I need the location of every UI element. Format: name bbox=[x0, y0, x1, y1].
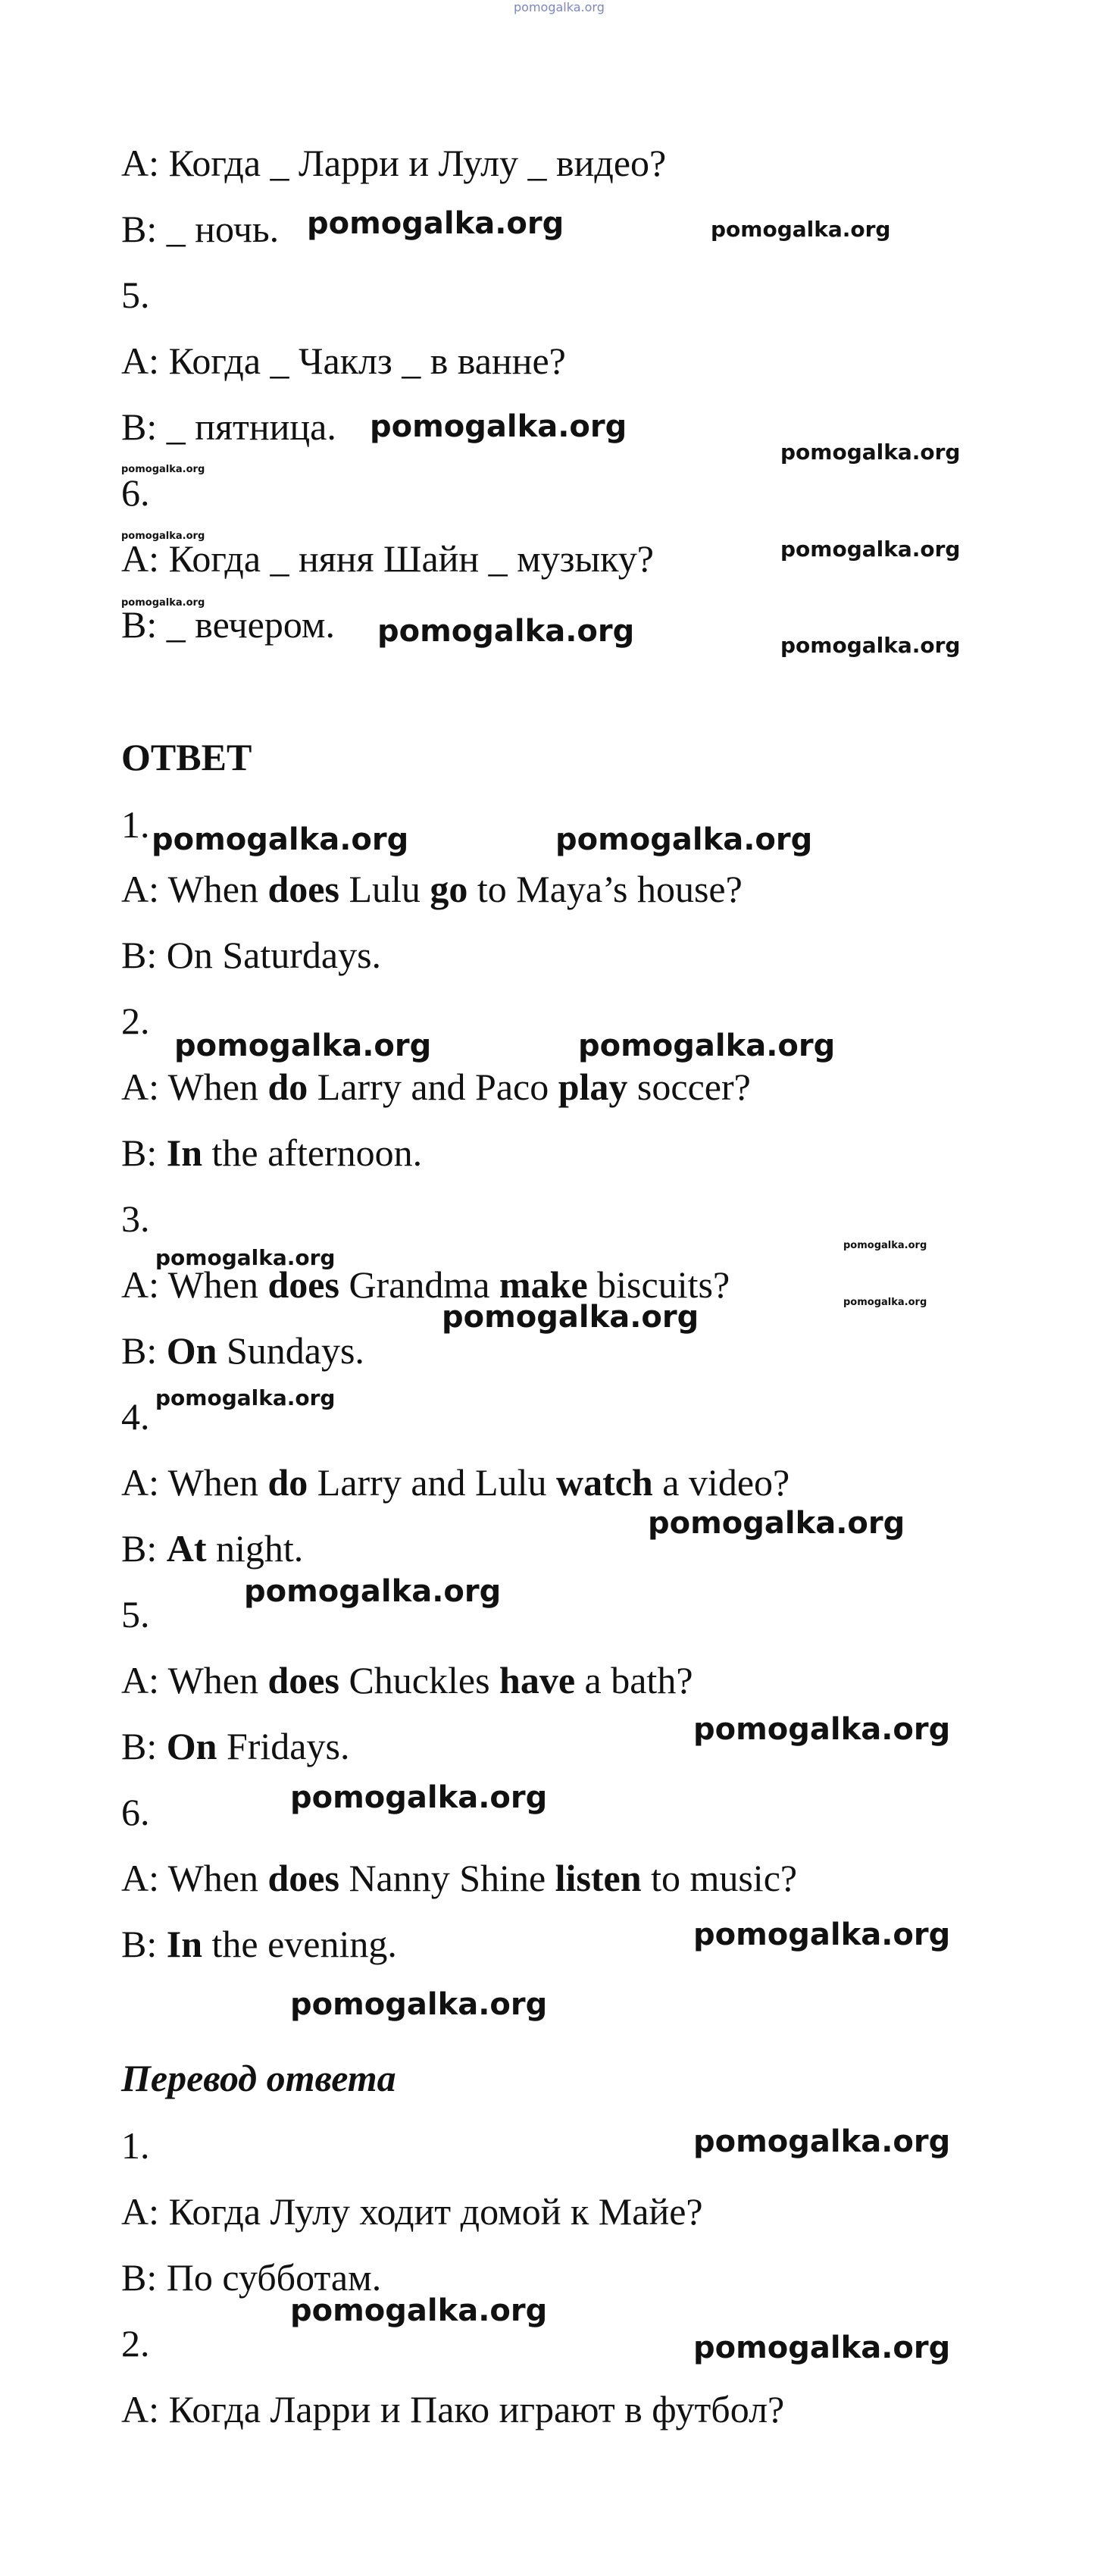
translation-heading: Перевод ответа bbox=[121, 2057, 396, 2099]
answer-number: 3. bbox=[121, 1197, 150, 1240]
answer-heading: ОТВЕТ bbox=[121, 736, 252, 778]
watermark: pomogalka.org bbox=[307, 206, 564, 241]
header-watermark: pomogalka.org bbox=[514, 0, 605, 14]
watermark: pomogalka.org bbox=[155, 1245, 336, 1270]
watermark: pomogalka.org bbox=[174, 1028, 432, 1063]
answer-reply: B: In the evening. bbox=[121, 1923, 397, 1965]
answer-reply: B: At night. bbox=[121, 1527, 304, 1570]
task-line: A: Когда _ Ларри и Лулу _ видео? bbox=[121, 142, 667, 184]
watermark: pomogalka.org bbox=[121, 531, 205, 542]
watermark: pomogalka.org bbox=[711, 217, 891, 242]
answer-question: A: When does Lulu go to Maya’s house? bbox=[121, 868, 743, 910]
answer-reply: B: On Sundays. bbox=[121, 1329, 364, 1372]
translation-line: B: По субботам. bbox=[121, 2256, 382, 2299]
translation-line: 1. bbox=[121, 2124, 150, 2167]
watermark: pomogalka.org bbox=[693, 1712, 951, 1747]
answer-question: A: When does Chuckles have a bath? bbox=[121, 1659, 693, 1701]
watermark: pomogalka.org bbox=[693, 2124, 951, 2159]
answer-reply: B: On Fridays. bbox=[121, 1725, 350, 1767]
answer-number: 5. bbox=[121, 1593, 150, 1635]
watermark: pomogalka.org bbox=[693, 2330, 951, 2365]
watermark: pomogalka.org bbox=[843, 1240, 927, 1251]
watermark: pomogalka.org bbox=[780, 633, 961, 658]
answer-number: 4. bbox=[121, 1395, 150, 1438]
answer-number: 6. bbox=[121, 1791, 150, 1833]
task-line: B: _ вечером. bbox=[121, 603, 336, 646]
watermark: pomogalka.org bbox=[290, 1780, 548, 1815]
watermark: pomogalka.org bbox=[155, 1385, 336, 1410]
task-line: B: _ пятница. bbox=[121, 405, 336, 448]
watermark: pomogalka.org bbox=[244, 1574, 502, 1609]
watermark: pomogalka.org bbox=[780, 537, 961, 562]
watermark: pomogalka.org bbox=[442, 1300, 699, 1335]
watermark: pomogalka.org bbox=[121, 597, 205, 609]
watermark: pomogalka.org bbox=[121, 464, 205, 475]
task-line: 5. bbox=[121, 274, 150, 316]
watermark: pomogalka.org bbox=[578, 1028, 836, 1063]
watermark: pomogalka.org bbox=[648, 1506, 905, 1541]
answer-question: A: When do Larry and Lulu watch a video? bbox=[121, 1461, 790, 1504]
answer-number: 1. bbox=[121, 803, 150, 846]
task-line: B: _ ночь. bbox=[121, 208, 280, 250]
watermark: pomogalka.org bbox=[780, 440, 961, 465]
task-line: A: Когда _ Чаклз _ в ванне? bbox=[121, 340, 566, 382]
translation-line: 2. bbox=[121, 2322, 150, 2365]
answer-reply: B: On Saturdays. bbox=[121, 934, 382, 976]
watermark: pomogalka.org bbox=[693, 1917, 951, 1952]
watermark: pomogalka.org bbox=[555, 822, 813, 857]
task-line: 6. bbox=[121, 471, 150, 514]
answer-number: 2. bbox=[121, 1000, 150, 1042]
answer-question: A: When does Nanny Shine listen to music? bbox=[121, 1857, 798, 1899]
watermark: pomogalka.org bbox=[843, 1297, 927, 1308]
answer-question: A: When do Larry and Paco play soccer? bbox=[121, 1066, 751, 1108]
translation-line: A: Когда Ларри и Пако играют в футбол? bbox=[121, 2388, 785, 2430]
translation-line: A: Когда Лулу ходит домой к Майе? bbox=[121, 2190, 703, 2233]
watermark: pomogalka.org bbox=[290, 1987, 548, 2022]
watermark: pomogalka.org bbox=[370, 409, 627, 444]
watermark: pomogalka.org bbox=[377, 614, 635, 649]
watermark: pomogalka.org bbox=[290, 2293, 548, 2328]
task-line: A: Когда _ няня Шайн _ музыку? bbox=[121, 537, 654, 580]
answer-question: A: When does Grandma make biscuits? bbox=[121, 1263, 730, 1306]
answer-reply: B: In the afternoon. bbox=[121, 1131, 423, 1174]
watermark: pomogalka.org bbox=[152, 822, 409, 857]
